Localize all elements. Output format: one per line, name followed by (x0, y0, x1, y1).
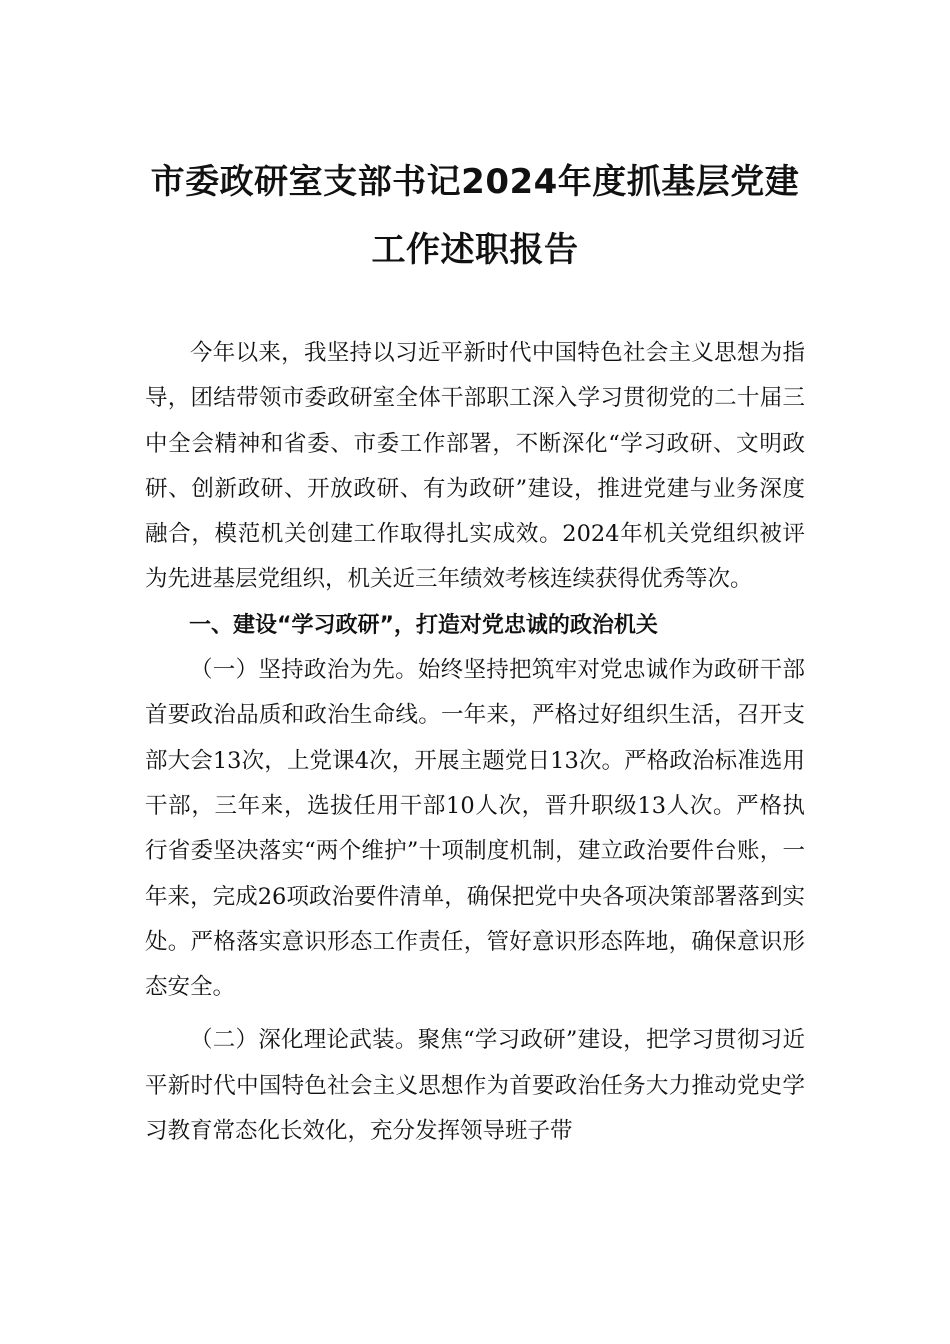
subsection-paragraph-2: （二）深化理论武装。聚焦“学习政研”建设，把学习贯彻习近平新时代中国特色社会主义思想作为首要政治任务大力推动党史学习教育常态化长效化，充分发挥领导班子带 (145, 1027, 805, 1145)
document-body (145, 331, 805, 1154)
document-title-line-1: 市委政研室支部书记2024年度抓基层党建 (150, 162, 800, 202)
intro-paragraph: 今年以来，我坚持以习近平新时代中国特色社会主义思想为指导，团结带领市委政研室全体干部职工深入学习贯彻党的二十届三中全会精神和省委、市委工作部署，不断深化“学习政研、文明政研、创新政研、开放政研、有为政研”建设，推进党建与业务深度融合，模范机关创建工作取得扎实成效。2024年机关党组织被评为先进基层党组织，机关近三年绩效考核连续获得优秀等次。 (145, 340, 805, 593)
document-title-line-2: 工作述职报告 (371, 230, 579, 270)
subsection-paragraph-1: （一）坚持政治为先。始终坚持把筑牢对党忠诚作为政研干部首要政治品质和政治生命线。一年来，严格过好组织生活，召开支部大会13次，上党课4次，开展主题党日13次。严格政治标准选用干部，三年来，选拔任用干部10人次，晋升职级13人次。严格执行省委坚决落实“两个维护”十项制度机制，建立政治要件台账，一年来，完成26项政治要件清单，确保把党中央各项决策部署落到实处。严格落实意识形态工作责任，管好意识形态阵地，确保意识形态安全。 (145, 657, 805, 1001)
section-heading-1: 一、建设“学习政研”，打造对党忠诚的政治机关 (189, 612, 658, 638)
